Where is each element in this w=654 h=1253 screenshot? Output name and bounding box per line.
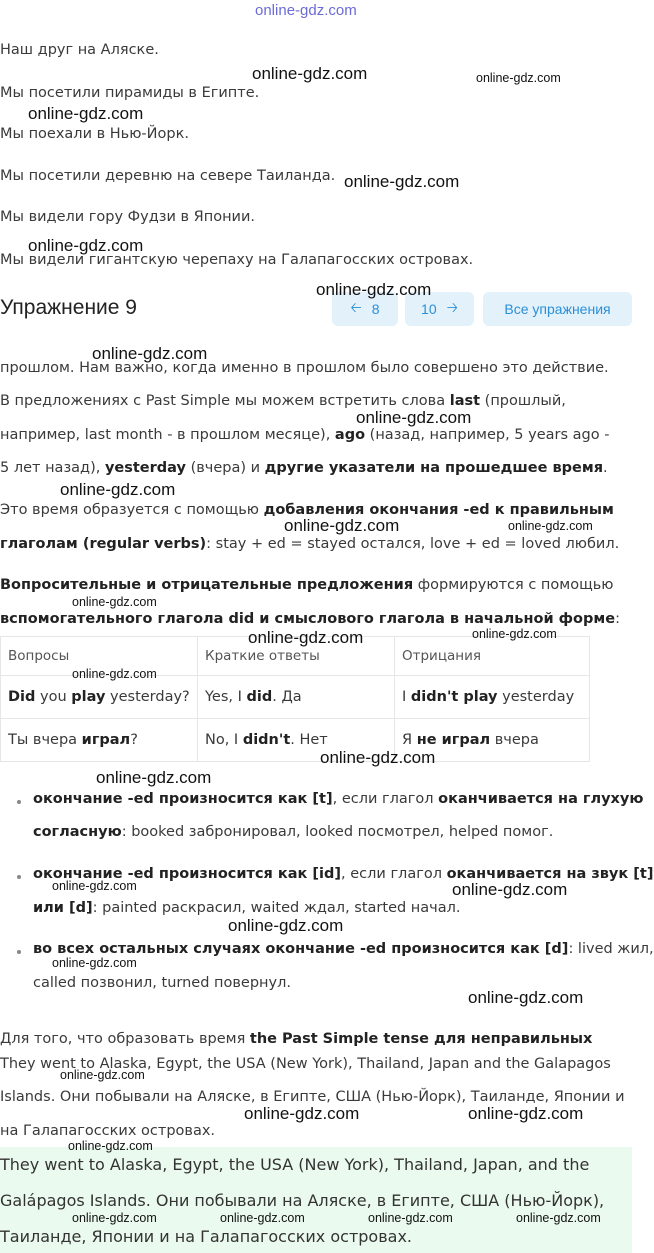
watermark: online-gdz.com (468, 1104, 584, 1123)
watermark: online-gdz.com (72, 667, 157, 681)
watermark: online-gdz.com (52, 879, 137, 893)
sentence-4: Мы посетили деревню на севере Таиланда. (0, 168, 336, 184)
answer-line-3: на Галапагосских островах. (0, 1123, 216, 1139)
theory-line-6: глаголам (regular verbs): stay + ed = stayed остался, love + ed = loved любил. (0, 536, 620, 552)
watermark: online-gdz.com (60, 480, 176, 499)
answer-box (0, 1147, 632, 1253)
table-cell: No, I didn't. Нет (198, 719, 395, 762)
table-row (1, 676, 590, 719)
sentence-5: Мы видели гору Фудзи в Японии. (0, 209, 256, 225)
watermark-top: online-gdz.com (255, 2, 357, 19)
rule-2-line-2: или [d]: painted раскрасил, waited ждал, started начал. (33, 900, 461, 916)
watermark: online-gdz.com (92, 344, 208, 363)
watermark: online-gdz.com (52, 956, 137, 970)
table-cell: Ты вчера играл? (1, 719, 198, 762)
watermark: online-gdz.com (60, 1068, 145, 1082)
watermark: online-gdz.com (284, 516, 400, 535)
answer-box-line-1: They went to Alaska, Egypt, the USA (New York), Thailand, Japan, and the (0, 1155, 590, 1174)
theory-line-1: прошлом. Нам важно, когда именно в прошлом было совершено это действие. (0, 360, 609, 376)
bullet-dot (17, 800, 21, 804)
answer-line-2: Islands. Они побывали на Аляске, в Египте, США (Нью-Йорк), Таиланде, Японии и (0, 1089, 625, 1105)
sentence-3: Мы поехали в Нью-Йорк. (0, 126, 189, 142)
table-cell: Я не играл вчера (395, 719, 590, 762)
watermark: online-gdz.com (72, 595, 157, 609)
theory-line-7: Вопросительные и отрицательные предложения формируются с помощью (0, 577, 614, 593)
watermark: online-gdz.com (344, 172, 460, 191)
theory-line-2: В предложениях с Past Simple мы можем встретить слова last (прошлый, (0, 393, 566, 409)
watermark: online-gdz.com (252, 64, 368, 83)
next-exercise-label: 10 (421, 301, 437, 317)
rule-3-line-2: called позвонил, turned повернул. (33, 975, 291, 991)
table-header: Краткие ответы (198, 637, 395, 676)
theory-line-5: Это время образуется с помощью добавления окончания -ed к правильным (0, 502, 614, 518)
table-header: Вопросы (1, 637, 198, 676)
answer-box-line-3: Таиланде, Японии и на Галапагосских островах. (0, 1227, 412, 1246)
watermark: online-gdz.com (28, 104, 144, 123)
watermark: online-gdz.com (508, 519, 593, 533)
all-exercises-label: Все упражнения (504, 301, 611, 317)
watermark: online-gdz.com (356, 408, 472, 427)
watermark: online-gdz.com (72, 1211, 157, 1225)
watermark: online-gdz.com (220, 1211, 305, 1225)
table-cell: Yes, I did. Да (198, 676, 395, 719)
theory-line-4: 5 лет назад), yesterday (вчера) и другие указатели на прошедшее время. (0, 460, 608, 476)
watermark: online-gdz.com (368, 1211, 453, 1225)
theory-line-8: вспомогательного глагола did и смыслового глагола в начальной форме: (0, 611, 620, 627)
watermark: online-gdz.com (452, 880, 568, 899)
watermark: online-gdz.com (244, 1104, 360, 1123)
table-header: Отрицания (395, 637, 590, 676)
all-exercises-button[interactable] (483, 292, 632, 326)
sentence-1: Наш друг на Аляске. (0, 42, 159, 58)
grammar-table (0, 636, 590, 762)
watermark: online-gdz.com (228, 916, 344, 935)
watermark: online-gdz.com (468, 988, 584, 1007)
bullet-dot (17, 875, 21, 879)
watermark: online-gdz.com (320, 748, 436, 767)
rule-1-line-1: окончание -ed произносится как [t], если глагол оканчивается на глухую (33, 791, 644, 807)
prev-exercise-label: 8 (371, 301, 380, 317)
arrow-left-icon: 🡠 (350, 299, 362, 315)
rule-1-line-2: согласную: booked забронировал, looked посмотрел, helped помог. (33, 824, 554, 840)
watermark: online-gdz.com (472, 627, 557, 641)
watermark: online-gdz.com (28, 236, 144, 255)
answer-line-1: They went to Alaska, Egypt, the USA (New York), Thailand, Japan and the Galapagos (0, 1056, 611, 1072)
watermark: online-gdz.com (476, 71, 561, 85)
watermark: online-gdz.com (316, 280, 432, 299)
table-cell: Did you play yesterday? (1, 676, 198, 719)
sentence-6: Мы видели гигантскую черепаху на Галапагосских островах. (0, 252, 474, 268)
exercise-title: Упражнение 9 (0, 296, 137, 319)
watermark: online-gdz.com (516, 1211, 601, 1225)
answer-box-line-2: Galápagos Islands. Они побывали на Аляске, в Египте, США (Нью-Йорк), (0, 1191, 605, 1210)
sentence-2: Мы посетили пирамиды в Египте. (0, 85, 260, 101)
theory-line-3: например, last month - в прошлом месяце), ago (назад, например, 5 years ago - (0, 427, 610, 443)
table-row (1, 719, 590, 762)
watermark: online-gdz.com (96, 768, 212, 787)
rule-3-line-1: во всех остальных случаях окончание -ed произносится как [d]: lived жил, (33, 941, 654, 957)
watermark: online-gdz.com (68, 1139, 153, 1153)
bullet-dot (17, 950, 21, 954)
table-cell: I didn't play yesterday (395, 676, 590, 719)
rule-2-line-1: окончание -ed произносится как [id], если глагол оканчивается на звук [t] (33, 866, 654, 882)
irregular-line: Для того, что образовать время the Past Simple tense для неправильных (0, 1031, 593, 1047)
watermark: online-gdz.com (248, 628, 364, 647)
arrow-right-icon: 🡢 (446, 299, 458, 315)
